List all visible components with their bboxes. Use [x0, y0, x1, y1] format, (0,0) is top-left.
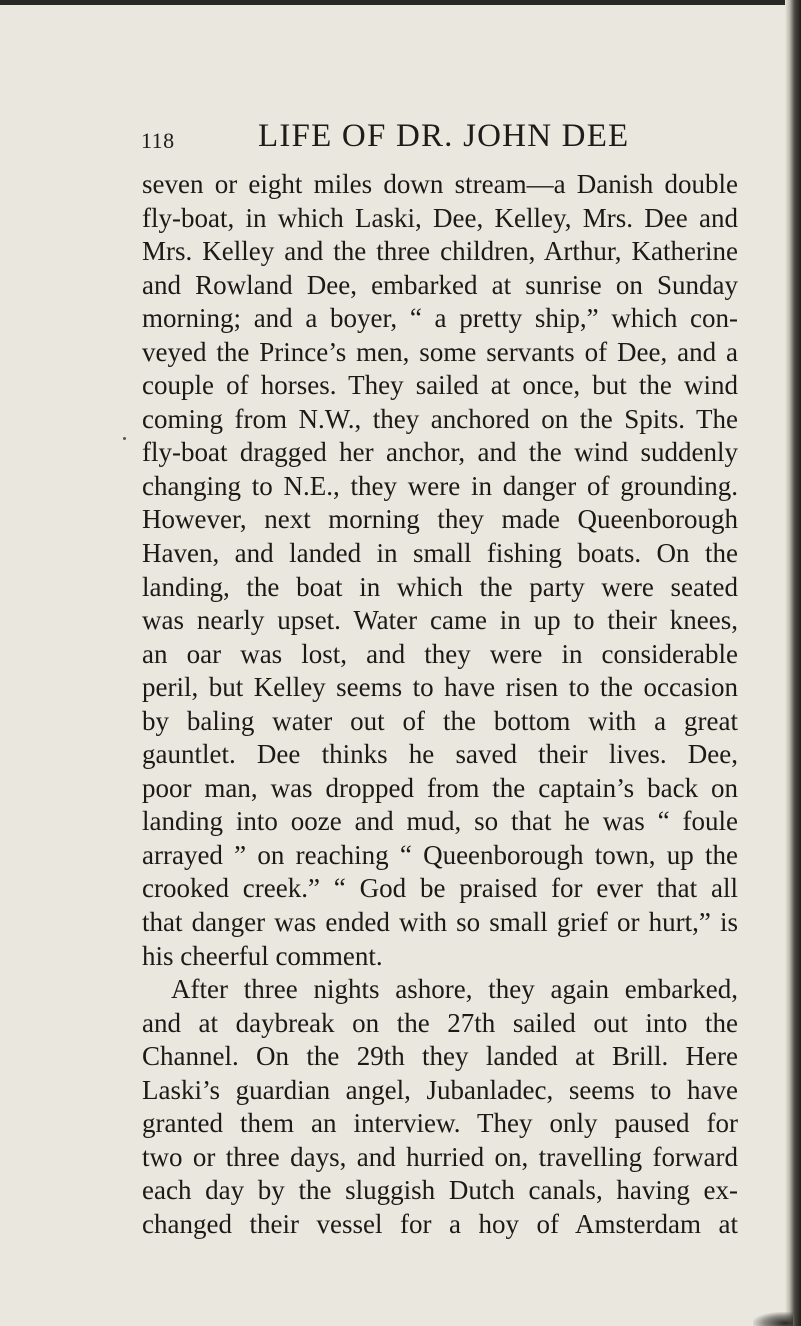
text-line: morning; and a boyer, “ a pretty ship,” which con-	[142, 303, 738, 334]
text-line: was nearly upset. Water came in up to their knees,	[142, 605, 738, 636]
text-line: seven or eight miles down stream—a Danish double	[142, 169, 738, 199]
text-line: veyed the Prince’s men, some servants of Dee, and a	[142, 336, 738, 367]
text-line: arrayed ” on reaching “ Queenborough town, up the	[142, 839, 738, 870]
text-line: and Rowland Dee, embarked at sunrise on Sunday	[142, 269, 738, 300]
text-line: and at daybreak on the 27th sailed out into the	[142, 1007, 738, 1038]
text-line: landing into ooze and mud, so that he was “ foule	[142, 806, 738, 837]
text-line: poor man, was dropped from the captain’s back on	[142, 772, 738, 803]
text-line: that danger was ended with so small grief or hurt,” is	[142, 907, 738, 938]
text-line: gauntlet. Dee thinks he saved their lives. Dee,	[142, 739, 738, 770]
text-line: by baling water out of the bottom with a great	[142, 705, 738, 736]
paragraph-start-line: After three nights ashore, they again embarked,	[171, 974, 738, 1005]
text-line: Haven, and landed in small fishing boats. On the	[142, 538, 738, 569]
text-line: peril, but Kelley seems to have risen to the occasion	[142, 672, 738, 703]
text-line: Laski’s guardian angel, Jubanladec, seems to have	[142, 1074, 738, 1105]
text-line: fly-boat dragged her anchor, and the wind suddenly	[142, 437, 738, 468]
text-line: crooked creek.” “ God be praised for ever that all	[142, 873, 738, 904]
text-line: changing to N.E., they were in danger of grounding.	[142, 470, 738, 501]
text-line: landing, the boat in which the party were seated	[142, 571, 738, 602]
page-header	[0, 114, 801, 154]
text-line: an oar was lost, and they were in considerable	[142, 638, 738, 669]
text-line: couple of horses. They sailed at once, but the wind	[142, 370, 738, 401]
text-line: changed their vessel for a hoy of Amsterdam at	[142, 1208, 738, 1239]
text-line: Mrs. Kelley and the three children, Arthur, Katherine	[142, 236, 738, 267]
page-edge-shadow	[785, 0, 801, 1326]
running-head: LIFE OF DR. JOHN DEE	[258, 118, 630, 154]
text-line: two or three days, and hurried on, travelling forward	[142, 1141, 738, 1172]
corner-smudge	[753, 1312, 793, 1326]
text-line: granted them an interview. They only paused for	[142, 1108, 738, 1139]
page-number: 118	[141, 128, 175, 153]
text-line: each day by the sluggish Dutch canals, having ex-	[142, 1175, 738, 1206]
text-line: Channel. On the 29th they landed at Brill. Here	[142, 1041, 738, 1072]
text-line: However, next morning they made Queenborough	[142, 504, 738, 535]
top-edge-rule	[0, 0, 801, 5]
text-line: coming from N.W., they anchored on the Spits. The	[142, 403, 738, 434]
body-text	[142, 168, 738, 1242]
text-line: fly-boat, in which Laski, Dee, Kelley, Mrs. Dee and	[142, 202, 738, 233]
margin-mark	[123, 437, 126, 440]
paragraph-end-line: his cheerful comment.	[142, 940, 383, 971]
